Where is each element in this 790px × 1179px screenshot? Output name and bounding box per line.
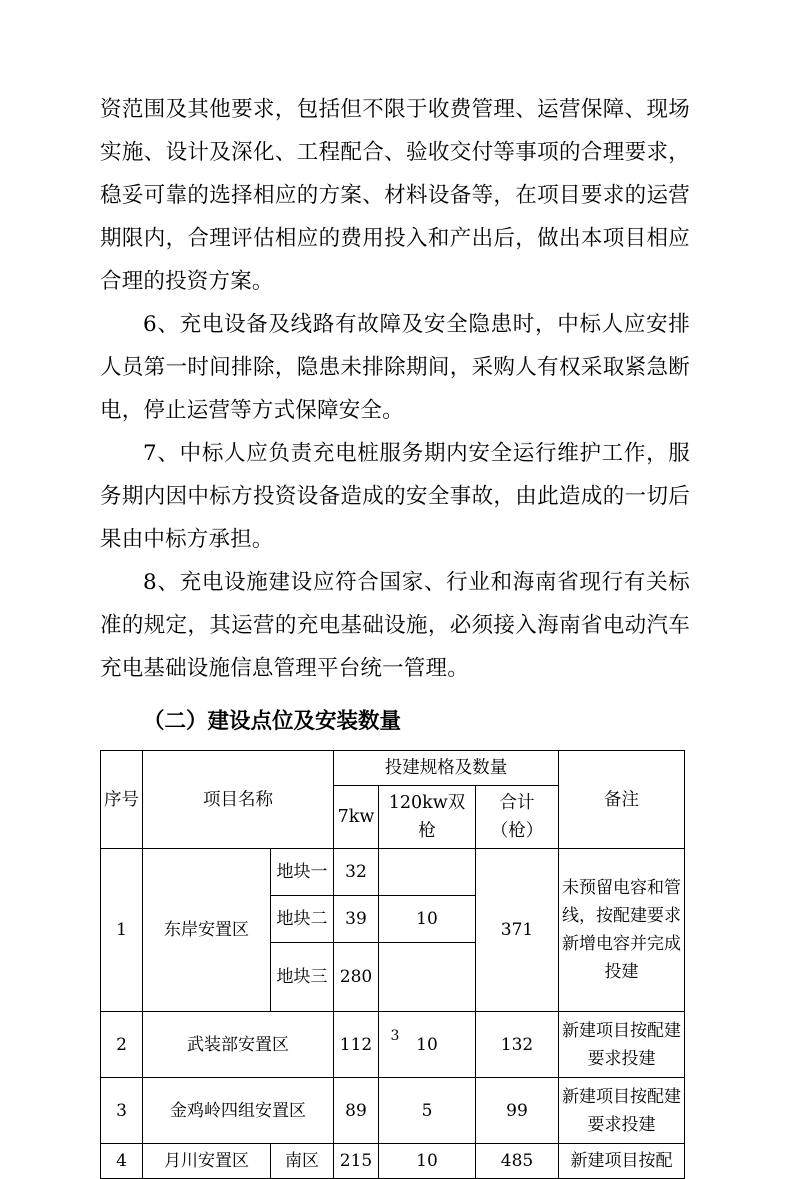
cell-plot: 地块三 [271,943,334,1012]
th-project-name: 项目名称 [143,751,334,849]
table-header [101,751,685,849]
cell-seq: 1 [101,849,143,1012]
table-header-row-1 [101,751,685,786]
th-spec-group: 投建规格及数量 [334,751,559,786]
cell-7kw: 112 [334,1012,379,1078]
cell-total: 132 [476,1012,559,1078]
table-row [101,1078,685,1144]
section-heading-construction-sites: （二）建设点位及安装数量 [143,709,402,734]
cell-120kw [379,849,476,896]
cell-7kw: 215 [334,1144,379,1179]
page-content [100,88,690,1179]
cell-120kw [379,943,476,1012]
build-table-container [100,750,690,1179]
cell-7kw: 32 [334,849,379,896]
table-row [101,849,685,896]
cell-7kw: 39 [334,896,379,943]
cell-remark: 新建项目按配建要求投建 [559,1012,685,1078]
table-body [101,849,685,1179]
cell-project-name: 金鸡岭四组安置区 [143,1078,334,1144]
cell-seq: 2 [101,1012,143,1078]
cell-plot: 南区 [271,1144,334,1179]
cell-seq: 3 [101,1078,143,1144]
cell-120kw: 10 [379,1012,476,1078]
paragraph-funding-scope: 资范围及其他要求，包括但不限于收费管理、运营保障、现场实施、设计及深化、工程配合、验收交付等事项的合理要求，稳妥可靠的选择相应的方案、材料设备等，在项目要求的运营期限内，合理评估相应的费用投入和产出后，做出本项目相应合理的投资方案。 [100,97,690,294]
th-spec-7kw: 7kw [334,786,379,849]
cell-total: 371 [476,849,559,1012]
cell-plot: 地块一 [271,849,334,896]
cell-7kw: 89 [334,1078,379,1144]
paragraph-item-6: 6、充电设备及线路有故障及安全隐患时，中标人应安排人员第一时间排除，隐患未排除期间，采购人有权采取紧急断电，停止运营等方式保障安全。 [100,312,690,423]
cell-120kw: 5 [379,1078,476,1144]
cell-project-name: 月川安置区 [143,1144,271,1179]
cell-project-name: 武装部安置区 [143,1012,334,1078]
cell-120kw: 10 [379,896,476,943]
paragraph-item-8: 8、充电设施建设应符合国家、行业和海南省现行有关标准的规定，其运营的充电基础设施，必须接入海南省电动汽车充电基础设施信息管理平台统一管理。 [100,570,690,681]
page-number: 3 [390,1028,400,1044]
cell-7kw: 280 [334,943,379,1012]
cell-plot: 地块二 [271,896,334,943]
cell-project-name: 东岸安置区 [143,849,271,1012]
cell-total: 99 [476,1078,559,1144]
cell-remark: 未预留电容和管线，按配建要求新增电容并完成投建 [559,849,685,1012]
th-spec-120kw: 120kw双枪 [379,786,476,849]
cell-total: 485 [476,1144,559,1179]
cell-120kw: 10 [379,1144,476,1179]
paragraph-item-7: 7、中标人应负责充电桩服务期内安全运行维护工作，服务期内因中标方投资设备造成的安全事故，由此造成的一切后果由中标方承担。 [100,441,690,552]
table-row [101,1012,685,1078]
construction-sites-table [100,750,685,1179]
cell-remark: 新建项目按配建要求投建 [559,1078,685,1144]
th-spec-total: 合计（枪） [476,786,559,849]
th-seq: 序号 [101,751,143,849]
cell-remark: 新建项目按配 [559,1144,685,1179]
cell-seq: 4 [101,1144,143,1179]
table-row [101,1144,685,1179]
th-remark: 备注 [559,751,685,849]
